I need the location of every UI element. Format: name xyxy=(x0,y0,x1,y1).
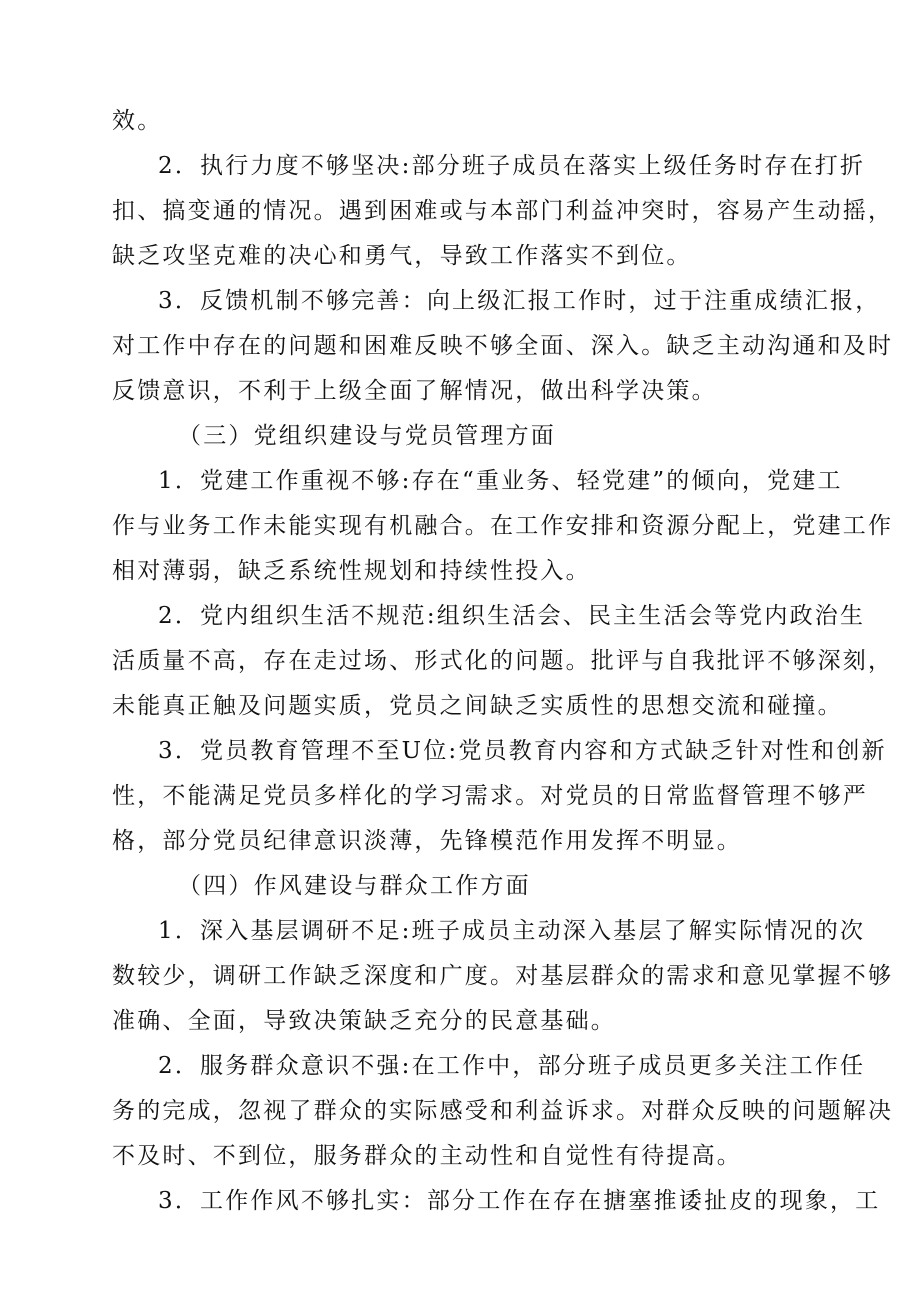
text-line-3: 扣、搞变通的情况。遇到困难或与本部门利益冲突时，容易产生动摇， xyxy=(112,198,894,224)
text-line-17: 格，部分党员纪律意识淡薄，先锋模范作用发挥不明显。 xyxy=(112,828,742,854)
text-line-11: 相对薄弱，缺乏系统性规划和持续性投入。 xyxy=(112,558,591,584)
text-line-12: 2．党内组织生活不规范:组织生活会、民主生活会等党内政治生 xyxy=(158,603,866,629)
text-line-6: 对工作中存在的问题和困难反映不够全面、深入。缺乏主动沟通和及时 xyxy=(112,333,894,359)
text-line-4: 缺乏攻坚克难的决心和勇气，导致工作落实不到位。 xyxy=(112,243,692,269)
text-line-24: 不及时、不到位，服务群众的主动性和自觉性有待提高。 xyxy=(112,1143,742,1169)
text-line-16: 性，不能满足党员多样化的学习需求。对党员的日常监督管理不够严 xyxy=(112,783,868,809)
text-line-10: 作与业务工作未能实现有机融合。在工作安排和资源分配上，党建工作 xyxy=(112,513,894,539)
text-line-5: 3．反馈机制不够完善：向上级汇报工作时，过于注重成绩汇报， xyxy=(158,288,881,314)
text-line-25: 3．工作作风不够扎实：部分工作在存在搪塞推诿扯皮的现象，工 xyxy=(158,1188,881,1214)
text-line-1: 效。 xyxy=(112,108,163,134)
text-line-23: 务的完成，忽视了群众的实际感受和利益诉求。对群众反映的问题解决 xyxy=(112,1098,894,1124)
text-line-13: 活质量不高，存在走过场、形式化的问题。批评与自我批评不够深刻， xyxy=(112,648,894,674)
text-line-2: 2．执行力度不够坚决:部分班子成员在落实上级任务时存在打折 xyxy=(158,153,866,179)
text-line-14: 未能真正触及问题实质，党员之间缺乏实质性的思想交流和碰撞。 xyxy=(112,693,843,719)
section-heading-4: （四）作风建设与群众工作方面 xyxy=(178,873,531,899)
text-line-20: 数较少，调研工作缺乏深度和广度。对基层群众的需求和意见掌握不够 xyxy=(112,963,894,989)
text-line-7: 反馈意识，不利于上级全面了解情况，做出科学决策。 xyxy=(112,378,717,404)
section-heading-3: （三）党组织建设与党员管理方面 xyxy=(178,423,556,449)
text-line-9: 1．党建工作重视不够:存在“重业务、轻党建”的倾向，党建工 xyxy=(158,468,843,494)
text-line-15: 3．党员教育管理不至U位:党员教育内容和方式缺乏针对性和创新 xyxy=(158,738,887,764)
text-line-19: 1．深入基层调研不足:班子成员主动深入基层了解实际情况的次 xyxy=(158,918,866,944)
text-line-22: 2．服务群众意识不强:在工作中，部分班子成员更多关注工作任 xyxy=(158,1053,866,1079)
text-line-21: 准确、全面，导致决策缺乏充分的民意基础。 xyxy=(112,1008,616,1034)
